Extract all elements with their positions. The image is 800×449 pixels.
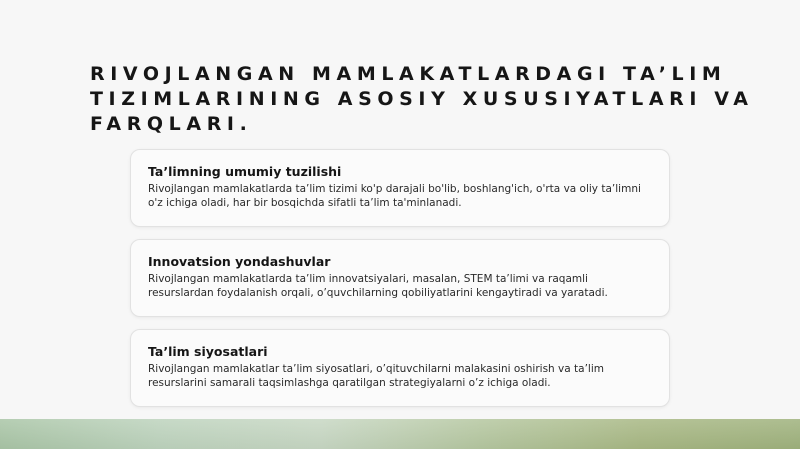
card-body-text: Rivojlangan mamlakatlarda ta’lim innovatsiyalari, masalan, STEM ta’limi va raqamli resurslardan foydalanish orqali, o’quvchilarning qobiliyatlarini kengaytiradi va yaratadi. <box>148 273 608 299</box>
card-body-text: Rivojlangan mamlakatlarda ta’lim tizimi ko'p darajali bo'lib, boshlang'ich, o'rta va oliy ta’limni o'z ichiga oladi, har bir bosqichda sifatli ta’lim ta'minlanadi. <box>148 183 641 209</box>
card-general-structure <box>130 149 670 227</box>
card-list <box>130 149 670 419</box>
card-education-policies <box>130 329 670 407</box>
card-heading: Ta’lim siyosatlari <box>148 344 268 359</box>
card-innovative-approaches <box>130 239 670 317</box>
card-heading: Innovatsion yondashuvlar <box>148 254 331 269</box>
card-body-text: Rivojlangan mamlakatlar ta’lim siyosatlari, o’qituvchilarni malakasini oshirish va ta’lim resurslarini samarali taqsimlashga qaratilgan strategiyalarni o’z ichiga oladi. <box>148 363 604 389</box>
slide-title: RIVOJLANGAN MAMLAKATLARDAGI TA’LIM TIZIMLARINING ASOSIY XUSUSIYATLARI VA FARQLARI. <box>90 63 754 135</box>
card-heading: Ta’limning umumiy tuzilishi <box>148 164 342 179</box>
footer-gradient-band <box>0 419 800 449</box>
